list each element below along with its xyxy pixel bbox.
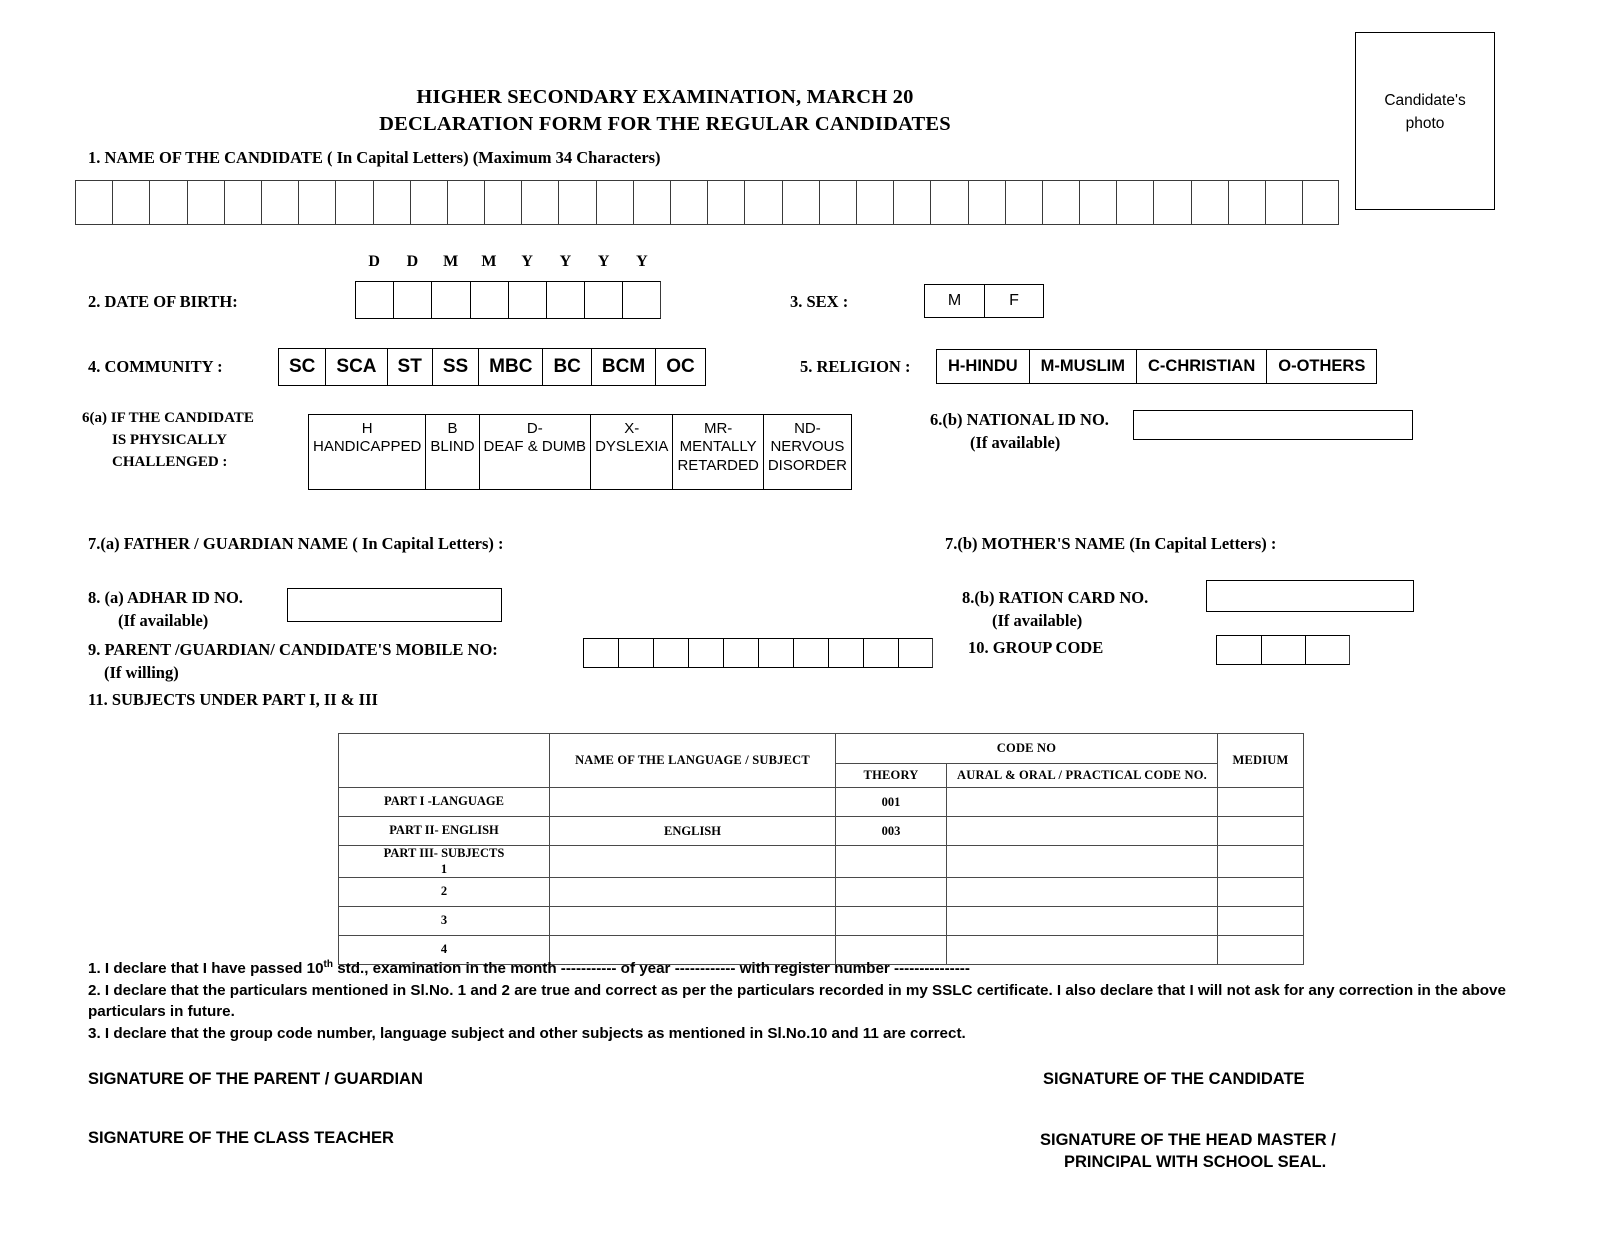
title-line-2: DECLARATION FORM FOR THE REGULAR CANDIDATES	[379, 113, 951, 136]
dob-cell[interactable]	[431, 281, 469, 319]
cell-theory-code[interactable]: 001	[836, 788, 947, 817]
dob-header-4: Y	[521, 253, 533, 270]
cell-subject-name[interactable]	[550, 907, 836, 936]
cell-part-text: 2	[440, 884, 448, 899]
declaration-block	[88, 958, 1530, 1044]
mobile-cell[interactable]	[793, 638, 828, 668]
father-name-label: 7.(a) FATHER / GUARDIAN NAME ( In Capital Letters) :	[88, 534, 504, 553]
cell-aural-practical-code[interactable]	[947, 788, 1218, 817]
national-id-sublabel: (If available)	[970, 433, 1061, 453]
signature-parent-guardian: SIGNATURE OF THE PARENT / GUARDIAN	[88, 1070, 423, 1088]
candidate-name-cell[interactable]	[149, 180, 186, 225]
subjects-table-head	[339, 734, 1304, 788]
dob-header-6: Y	[597, 253, 610, 270]
candidate-name-cell[interactable]	[447, 180, 484, 225]
form-title	[0, 84, 1330, 138]
declaration-1-text-b: std., examination in the month ----------- of year ------------ with register number ---------------	[332, 960, 970, 978]
candidate-name-cell[interactable]	[224, 180, 261, 225]
pc-option-text: MR-	[703, 420, 733, 437]
community-label: 4. COMMUNITY :	[88, 357, 223, 376]
community-option[interactable]: BCM	[591, 348, 655, 386]
national-id-input[interactable]	[1133, 410, 1413, 440]
candidate-name-cell[interactable]	[670, 180, 707, 225]
cell-part-text: PART III- SUBJECTS	[383, 846, 505, 860]
pc-option-text: X-	[624, 420, 640, 437]
pc-option-text: DEAF & DUMB	[483, 438, 587, 456]
header-medium: MEDIUM	[1218, 734, 1304, 788]
title-line-1: HIGHER SECONDARY EXAMINATION, MARCH 20	[416, 86, 914, 108]
pc-option-text: H	[361, 420, 373, 437]
pc-option-text: RETARDED	[677, 456, 759, 474]
cell-part	[339, 846, 550, 878]
pc-option-text: DISORDER	[767, 456, 848, 474]
ordinal-suffix: th	[323, 959, 333, 970]
group-code-cell[interactable]	[1261, 635, 1306, 665]
cell-part-index: 1	[440, 861, 448, 876]
sex-option[interactable]: M	[924, 284, 984, 318]
community-option[interactable]: ST	[387, 348, 432, 386]
mobile-cell[interactable]	[583, 638, 618, 668]
group-code-cell[interactable]	[1305, 635, 1350, 665]
community-option[interactable]: SC	[278, 348, 325, 386]
photo-label-line-1: Candidate's	[1384, 92, 1466, 109]
mobile-label-block	[88, 638, 498, 684]
cell-part-text: PART II- ENGLISH	[389, 823, 499, 838]
cell-aural-practical-code[interactable]	[947, 878, 1218, 907]
cell-medium[interactable]	[1218, 817, 1304, 846]
cell-theory-code[interactable]: 003	[836, 817, 947, 846]
national-id-label: 6.(b) NATIONAL ID NO.	[930, 410, 1109, 429]
pc-option-text: B	[447, 420, 458, 437]
ration-card-sublabel: (If available)	[992, 611, 1083, 631]
candidate-name-cell[interactable]	[187, 180, 224, 225]
group-code-cell[interactable]	[1216, 635, 1261, 665]
dob-header-0: D	[368, 253, 380, 270]
candidate-name-cell[interactable]	[558, 180, 595, 225]
cell-subject-name[interactable]	[550, 878, 836, 907]
candidate-photo-box[interactable]	[1355, 32, 1495, 210]
candidate-name-input[interactable]	[75, 180, 1339, 225]
candidate-name-cell[interactable]	[1228, 180, 1265, 225]
dob-cell[interactable]	[622, 281, 660, 319]
religion-option[interactable]: C-CHRISTIAN	[1136, 349, 1266, 384]
pc-option-text: MENTALLY	[679, 438, 757, 456]
mobile-cell[interactable]	[828, 638, 863, 668]
cell-medium[interactable]	[1218, 907, 1304, 936]
mobile-label: 9. PARENT /GUARDIAN/ CANDIDATE'S MOBILE NO:	[88, 640, 498, 659]
candidate-name-cell[interactable]	[744, 180, 781, 225]
candidate-name-cell[interactable]	[1153, 180, 1190, 225]
declaration-line-2: 2. I declare that the particulars mentioned in Sl.No. 1 and 2 are true and correct as per the particulars recorded in my SSLC certificate. I also declare that I will not ask for any correction in the above particulars in future.	[88, 981, 1506, 1021]
dob-cell[interactable]	[584, 281, 622, 319]
mobile-cell[interactable]	[863, 638, 898, 668]
candidate-name-cell[interactable]	[373, 180, 410, 225]
candidate-name-cell[interactable]	[335, 180, 372, 225]
dob-column-headers	[355, 253, 661, 271]
mobile-cell[interactable]	[723, 638, 758, 668]
cell-part	[339, 907, 550, 936]
community-option[interactable]: SCA	[325, 348, 386, 386]
community-option[interactable]: MBC	[478, 348, 542, 386]
candidate-name-cell[interactable]	[1116, 180, 1153, 225]
mother-name-label: 7.(b) MOTHER'S NAME (In Capital Letters) :	[945, 534, 1277, 553]
cell-subject-name[interactable]	[550, 846, 836, 878]
subjects-table	[338, 733, 1304, 965]
physically-challenged-option[interactable]	[672, 414, 762, 490]
pc-option-text: NERVOUS	[770, 438, 845, 456]
candidate-name-cell[interactable]	[596, 180, 633, 225]
physically-challenged-option[interactable]	[763, 414, 852, 490]
cell-subject-name[interactable]: ENGLISH	[550, 817, 836, 846]
candidate-name-cell[interactable]	[1042, 180, 1079, 225]
candidate-name-cell[interactable]	[782, 180, 819, 225]
religion-option[interactable]: O-OTHERS	[1266, 349, 1377, 384]
cell-medium[interactable]	[1218, 846, 1304, 878]
physically-challenged-option[interactable]	[479, 414, 591, 490]
candidate-name-cell[interactable]	[1191, 180, 1228, 225]
header-subject-name: NAME OF THE LANGUAGE / SUBJECT	[550, 734, 836, 788]
candidate-name-cell[interactable]	[410, 180, 447, 225]
dob-cell[interactable]	[546, 281, 584, 319]
table-row	[339, 878, 1304, 907]
pc-option-text: D-	[526, 420, 543, 437]
pc-option-text: BLIND	[430, 438, 475, 456]
candidate-name-cell[interactable]	[298, 180, 335, 225]
signature-candidate: SIGNATURE OF THE CANDIDATE	[1043, 1070, 1305, 1088]
subjects-section-label: 11. SUBJECTS UNDER PART I, II & III	[88, 690, 378, 709]
ration-card-input[interactable]	[1206, 580, 1414, 612]
mobile-number-input[interactable]	[583, 638, 933, 668]
cell-part-text: PART I -LANGUAGE	[384, 794, 504, 809]
group-code-input[interactable]	[1216, 635, 1350, 665]
pc-option-text: ND-	[794, 420, 821, 437]
candidate-name-cell[interactable]	[893, 180, 930, 225]
pc-label-line-3: CHALLENGED :	[112, 453, 228, 470]
candidate-name-cell[interactable]	[819, 180, 856, 225]
signature-head-master-line-1: SIGNATURE OF THE HEAD MASTER /	[1040, 1131, 1336, 1149]
cell-theory-code[interactable]	[836, 907, 947, 936]
cell-part	[339, 788, 550, 817]
candidate-name-cell[interactable]	[75, 180, 112, 225]
header-aural-oral: AURAL & ORAL / PRACTICAL CODE NO.	[947, 764, 1218, 788]
dob-cell[interactable]	[470, 281, 508, 319]
dob-header-5: Y	[559, 253, 572, 270]
candidate-name-cell[interactable]	[1005, 180, 1042, 225]
declaration-1-text-a: 1. I declare that I have passed 10	[88, 960, 324, 978]
signature-head-master-line-2: PRINCIPAL WITH SCHOOL SEAL.	[1064, 1153, 1327, 1172]
religion-option-group[interactable]	[936, 349, 1377, 384]
ration-label-block	[962, 586, 1148, 632]
pc-option-text: HANDICAPPED	[313, 438, 422, 456]
mobile-cell[interactable]	[688, 638, 723, 668]
declaration-line-3: 3. I declare that the group code number, language subject and other subjects as mentioned in Sl.No.10 and 11 are correct.	[88, 1024, 966, 1042]
photo-label-line-2: photo	[1405, 115, 1445, 133]
dob-cell[interactable]	[355, 281, 393, 319]
header-blank	[339, 734, 550, 788]
cell-aural-practical-code[interactable]	[947, 846, 1218, 878]
dob-header-1: D	[406, 253, 419, 270]
mobile-cell[interactable]	[898, 638, 933, 668]
national-id-label-block	[930, 408, 1109, 454]
dob-header-3: M	[481, 253, 497, 270]
mobile-cell[interactable]	[758, 638, 793, 668]
adhar-label-block	[88, 586, 243, 632]
candidate-name-cell[interactable]	[1265, 180, 1302, 225]
dob-input[interactable]	[355, 281, 661, 319]
adhar-label: 8. (a) ADHAR ID NO.	[88, 588, 243, 607]
community-option[interactable]: SS	[432, 348, 478, 386]
candidate-name-cell[interactable]	[707, 180, 744, 225]
declaration-line-1	[88, 958, 1530, 980]
candidate-name-cell[interactable]	[633, 180, 670, 225]
cell-part	[339, 878, 550, 907]
dob-label: 2. DATE OF BIRTH:	[88, 292, 238, 311]
community-option[interactable]: BC	[542, 348, 590, 386]
religion-option[interactable]: M-MUSLIM	[1029, 349, 1136, 384]
community-option[interactable]: OC	[655, 348, 706, 386]
sex-option[interactable]: F	[984, 284, 1044, 318]
ration-card-label: 8.(b) RATION CARD NO.	[962, 588, 1149, 607]
cell-theory-code[interactable]	[836, 878, 947, 907]
candidate-name-cell[interactable]	[1079, 180, 1116, 225]
religion-option[interactable]: H-HINDU	[936, 349, 1029, 384]
candidate-name-cell[interactable]	[261, 180, 298, 225]
table-row	[339, 817, 1304, 846]
pc-label-line-1: 6(a) IF THE CANDIDATE	[82, 410, 254, 426]
table-header-row-1	[339, 734, 1304, 764]
table-row	[339, 788, 1304, 817]
pc-label-line-2: IS PHYSICALLY	[112, 431, 227, 448]
header-theory: THEORY	[836, 764, 947, 788]
cell-aural-practical-code[interactable]	[947, 817, 1218, 846]
cell-part	[339, 817, 550, 846]
signature-head-master-block	[1040, 1129, 1336, 1174]
religion-label: 5. RELIGION :	[800, 357, 911, 376]
candidate-name-cell[interactable]	[856, 180, 893, 225]
candidate-name-cell[interactable]	[930, 180, 967, 225]
candidate-name-cell[interactable]	[968, 180, 1005, 225]
mobile-sublabel: (If willing)	[104, 663, 179, 683]
table-row	[339, 846, 1304, 878]
cell-medium[interactable]	[1218, 878, 1304, 907]
cell-medium[interactable]	[1218, 788, 1304, 817]
community-option-group[interactable]	[278, 348, 706, 386]
adhar-id-input[interactable]	[287, 588, 502, 622]
subjects-table-body	[339, 788, 1304, 965]
signature-class-teacher: SIGNATURE OF THE CLASS TEACHER	[88, 1129, 394, 1147]
physically-challenged-option[interactable]	[308, 414, 425, 490]
cell-part-text: 4	[440, 942, 448, 957]
physically-challenged-option-group[interactable]	[308, 414, 852, 490]
header-code-no: CODE NO	[836, 734, 1218, 764]
dob-header-2: M	[443, 253, 459, 270]
candidate-name-cell[interactable]	[1302, 180, 1339, 225]
cell-aural-practical-code[interactable]	[947, 907, 1218, 936]
candidate-name-label: 1. NAME OF THE CANDIDATE ( In Capital Letters) (Maximum 34 Characters)	[88, 148, 661, 167]
candidate-name-cell[interactable]	[112, 180, 149, 225]
physically-challenged-option[interactable]	[590, 414, 672, 490]
candidate-name-cell[interactable]	[521, 180, 558, 225]
dob-header-7: Y	[636, 253, 648, 270]
cell-part-text: 3	[440, 913, 448, 928]
physically-challenged-option[interactable]	[425, 414, 478, 490]
mobile-cell[interactable]	[653, 638, 688, 668]
sex-label: 3. SEX :	[790, 292, 849, 311]
physically-challenged-label	[82, 408, 254, 473]
cell-subject-name[interactable]	[550, 788, 836, 817]
dob-cell[interactable]	[393, 281, 431, 319]
sex-option-group[interactable]	[924, 284, 1044, 318]
dob-cell[interactable]	[508, 281, 546, 319]
table-row	[339, 907, 1304, 936]
cell-theory-code[interactable]	[836, 846, 947, 878]
group-code-label: 10. GROUP CODE	[968, 638, 1104, 657]
pc-option-text: DYSLEXIA	[595, 438, 669, 456]
adhar-sublabel: (If available)	[118, 611, 209, 631]
candidate-name-cell[interactable]	[484, 180, 521, 225]
mobile-cell[interactable]	[618, 638, 653, 668]
